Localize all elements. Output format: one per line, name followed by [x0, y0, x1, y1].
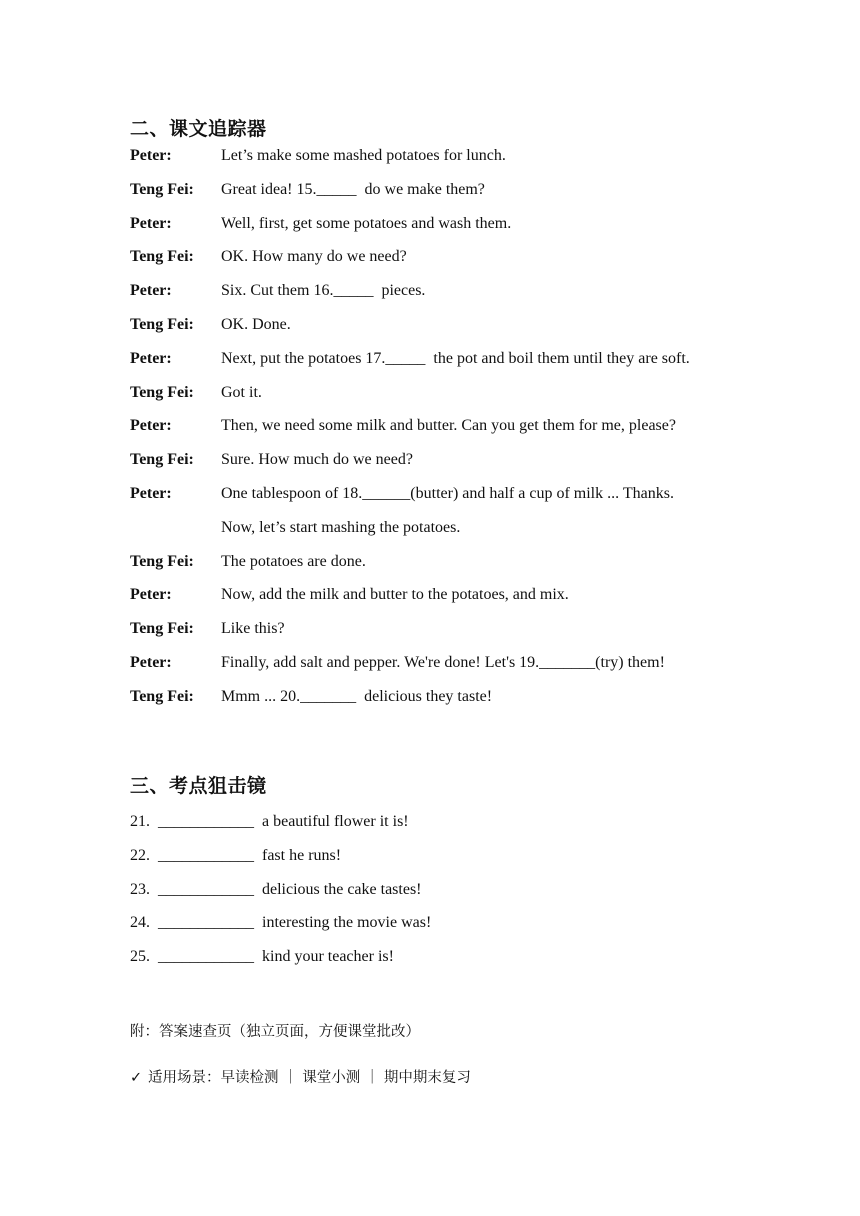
dialogue-text: Then, we need some milk and butter. Can you get them for me, please?: [221, 417, 676, 435]
speaker-name: Peter:: [130, 349, 172, 367]
dialogue-text: Now, add the milk and butter to the potatoes, and mix.: [221, 586, 569, 604]
dialogue-line: [130, 518, 770, 552]
speaker-name: Peter:: [130, 417, 172, 435]
speaker-name: Peter:: [130, 484, 172, 502]
dialogue-line: [130, 484, 770, 518]
dialogue-text: Mmm ... 20._______ delicious they taste!: [221, 687, 493, 705]
speaker-name: Peter:: [130, 586, 172, 604]
dialogue-text: One tablespoon of 18.______(butter) and half a cup of milk ... Thanks.: [221, 484, 674, 502]
speaker-name: Teng Fei:: [130, 248, 194, 266]
dialogue-line: [130, 349, 770, 383]
speaker-name: Teng Fei:: [130, 687, 194, 705]
section-3-title: 三、考点狙击镜: [130, 775, 267, 797]
dialogue-text: Next, put the potatoes 17._____ the pot and boil them until they are soft.: [221, 349, 690, 367]
dialogue-text: The potatoes are done.: [221, 552, 366, 570]
speaker-name: Teng Fei:: [130, 180, 194, 198]
dialogue-line: [130, 416, 770, 450]
section-2-title: 二、课文追踪器: [130, 118, 267, 140]
speaker-name: Teng Fei:: [130, 552, 194, 570]
speaker-name: Teng Fei:: [130, 451, 194, 469]
dialogue-text: Sure. How much do we need?: [221, 451, 413, 469]
dialogue-line: [130, 552, 770, 586]
speaker-name: Peter:: [130, 147, 172, 164]
dialogue-text: Well, first, get some potatoes and wash them.: [221, 214, 512, 232]
dialogue-text: OK. How many do we need?: [221, 248, 407, 266]
exercise-text: 22. ____________ fast he runs!: [130, 846, 342, 864]
dialogue-line: [130, 585, 770, 619]
exercise-text: 24. ____________ interesting the movie was!: [130, 914, 432, 932]
speaker-name: Peter:: [130, 214, 172, 232]
dialogue-text: OK. Done.: [221, 315, 291, 333]
dialogue-line: [130, 180, 770, 214]
speaker-name: Teng Fei:: [130, 315, 194, 333]
speaker-name: Peter:: [130, 282, 172, 300]
dialogue-line: [130, 146, 770, 180]
exercise-text: 25. ____________ kind your teacher is!: [130, 948, 394, 966]
dialogue-text: Now, let’s start mashing the potatoes.: [221, 518, 461, 536]
scenario-text: 适用场景：早读检测 ｜ 课堂小测 ｜ 期中期末复习: [148, 1070, 471, 1086]
dialogue-line: [130, 653, 770, 687]
dialogue-line: [130, 214, 770, 248]
dialogue: [130, 146, 770, 721]
dialogue-line: [130, 687, 770, 721]
dialogue-line: [130, 450, 770, 484]
dialogue-text: Let’s make some mashed potatoes for lunch.: [221, 147, 506, 164]
dialogue-text: Got it.: [221, 383, 262, 401]
exercise-text: 21. ____________ a beautiful flower it is!: [130, 813, 409, 830]
dialogue-text: Great idea! 15._____ do we make them?: [221, 180, 485, 198]
exercise-text: 23. ____________ delicious the cake tastes!: [130, 880, 422, 898]
speaker-name: Peter:: [130, 653, 172, 671]
dialogue-line: [130, 281, 770, 315]
speaker-name: Teng Fei:: [130, 620, 194, 638]
dialogue-text: Finally, add salt and pepper. We're done! Let's 19._______(try) them!: [221, 653, 665, 671]
dialogue-line: [130, 247, 770, 281]
dialogue-line: [130, 315, 770, 349]
dialogue-line: [130, 619, 770, 653]
dialogue-line: [130, 383, 770, 417]
checkmark-icon: ✓: [130, 1070, 143, 1086]
speaker-name: Teng Fei:: [130, 383, 194, 401]
dialogue-text: Like this?: [221, 620, 285, 638]
scenario-note: [130, 1066, 471, 1087]
appendix-note: 附：答案速查页（独立页面，方便课堂批改）: [130, 1024, 420, 1040]
dialogue-text: Six. Cut them 16._____ pieces.: [221, 282, 426, 300]
